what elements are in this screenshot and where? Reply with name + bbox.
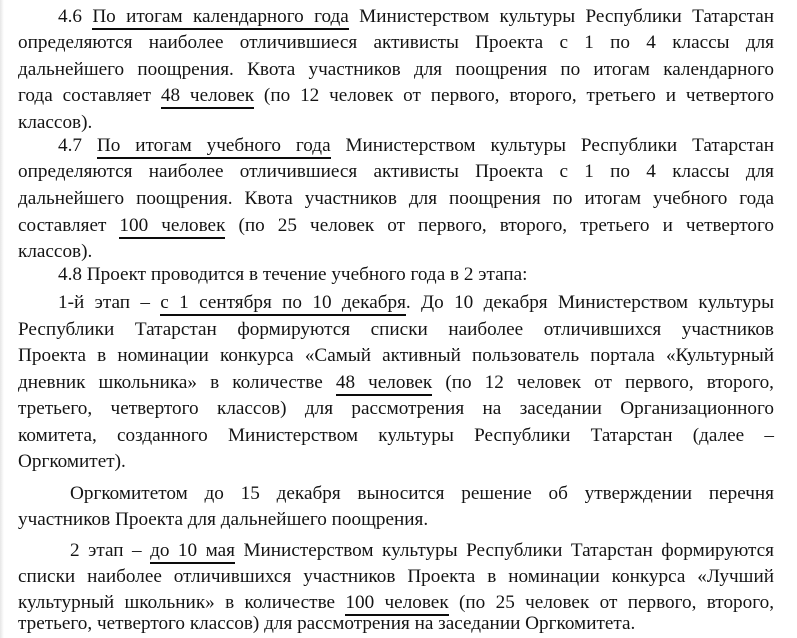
underlined-count: 48 человек: [336, 372, 432, 396]
underlined-quota: 48 человек: [161, 85, 254, 109]
text-fragment: (по 12 человек от первого, второго,: [432, 372, 774, 393]
text-line: [18, 83, 774, 109]
text-line: классов).: [18, 112, 93, 133]
text-fragment: культурный школьник» в количестве: [18, 592, 346, 613]
text-fragment: 2 этап –: [70, 540, 151, 561]
text-line: списки наиболее отличившихся участников Проекта в номинации конкурса «Лучший: [18, 566, 774, 587]
text-fragment: Министерством культуры Республики Татарстан формируются: [234, 540, 774, 561]
text-fragment: (по 25 человек от первого, второго,: [448, 592, 775, 613]
text-line: классов).: [18, 241, 93, 262]
text-line: третьего, четвертого классов) для рассмотрения на заседании Оргкомитета.: [18, 613, 636, 634]
text-fragment: 1-й этап –: [58, 292, 161, 313]
text-line: [18, 370, 774, 396]
text-fragment: года составляет: [18, 85, 161, 106]
underlined-dates: с 1 сентября по 10 декабря: [160, 292, 406, 316]
text-line: Оргкомитетом до 15 декабря выносится решение об утверждении перечня: [70, 483, 774, 504]
text-line: Проекта в номинации конкурса «Самый активный пользователь портала «Культурный: [18, 345, 774, 366]
text-fragment: Министерством культуры Республики Татарстан: [330, 135, 774, 156]
text-line: Оргкомитет).: [18, 451, 126, 472]
text-fragment: составляет: [18, 215, 120, 236]
text-fragment: Министерством культуры Республики Татарстан: [348, 6, 774, 27]
underlined-count: 100 человек: [345, 592, 448, 616]
underlined-date: до 10 мая: [150, 540, 235, 564]
text-fragment: . До 10 декабря Министерством культуры: [405, 292, 775, 313]
text-line: 4.8 Проект проводится в течение учебного года в 2 этапа:: [58, 264, 528, 285]
underlined-quota: 100 человек: [119, 215, 225, 239]
text-line: [58, 133, 774, 159]
text-fragment: (по 25 человек от первого, второго, третьего и четвертого: [225, 215, 774, 236]
text-line: [70, 538, 774, 564]
section-number: 4.6: [58, 6, 93, 27]
text-line: определяются наиболее отличившиеся активисты Проекта с 1 по 4 классы для: [18, 32, 774, 53]
text-line: Республики Татарстан формируются списки наиболее отличившихся участников: [18, 319, 774, 340]
text-line: третьего, четвертого классов) для рассмотрения на заседании Организационного: [18, 398, 774, 419]
text-line: определяются наиболее отличившиеся активисты Проекта с 1 по 4 классы для: [18, 161, 774, 182]
underlined-phrase: По итогам календарного года: [92, 6, 348, 30]
text-line: [58, 290, 774, 316]
text-fragment: (по 12 человек от первого, второго, третьего и четвертого: [254, 85, 774, 106]
text-fragment: дневник школьника» в количестве: [18, 372, 336, 393]
text-line: [18, 213, 774, 239]
underlined-phrase: По итогам учебного года: [97, 135, 331, 159]
text-line: [58, 4, 774, 30]
section-number: 4.7: [58, 135, 97, 156]
text-line: дальнейшего поощрения. Квота участников для поощрения по итогам учебного года: [18, 188, 774, 209]
text-line: дальнейшего поощрения. Квота участников для поощрения по итогам календарного: [18, 59, 774, 80]
scan-edge-shadow: [0, 0, 4, 638]
text-line: комитета, созданного Министерством культуры Республики Татарстан (далее –: [18, 425, 774, 446]
text-line: участников Проекта для дальнейшего поощрения.: [18, 509, 429, 530]
